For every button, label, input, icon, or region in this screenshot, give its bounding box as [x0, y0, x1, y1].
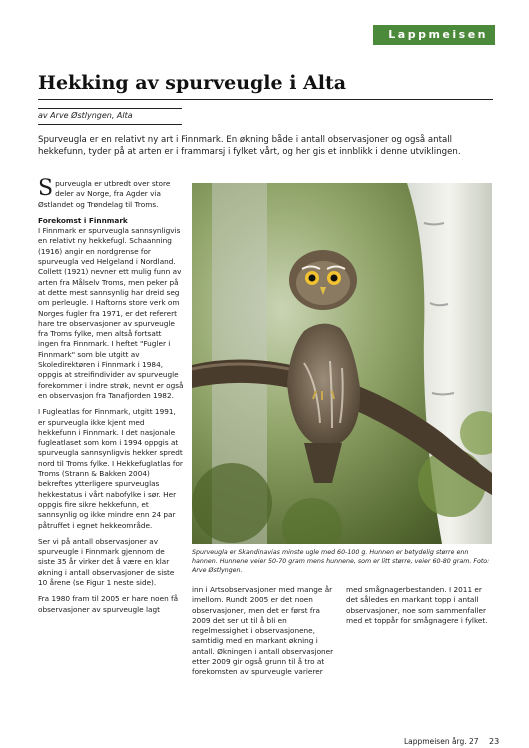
paragraph: inn i Artsobservasjoner med mange år imellom. Rundt 2005 er det noen observasjoner, men det er først fra 2009 det ser ut til å bli en regelmessighet i observasjonene, samtidig med en markant økning i antall. Økningen i antall observasjoner etter 2009 gir også grunn til å tro at forekomsten av spurveugle varierer	[192, 585, 334, 677]
intro-text: purveugla er utbredt over store deler av Norge, fra Agder via Østlandet og Trøndelag til Troms.	[38, 179, 171, 209]
owl-photo	[192, 183, 492, 544]
text-column-2	[192, 585, 338, 684]
article-lead: Spurveugla er en relativt ny art i Finnmark. En økning både i antall observasjoner og også antall hekkefunn, tyder på at arten er i frammarsj i fylket vårt, og her gis et innblikk i denne utviklingen.	[38, 135, 461, 157]
section-label: Lappmeisen	[388, 28, 488, 41]
byline-rule-bottom	[38, 124, 182, 125]
paragraph	[38, 216, 184, 401]
paragraph: Ser vi på antall observasjoner av spurveugle i Finnmark gjennom de siste 35 år virker det å være en klar økning i antall observasjoner de siste 10 årene (se Figur 1 neste side).	[38, 536, 175, 587]
page-footer	[404, 737, 499, 746]
photo-caption: Spurveugla er Skandinavias minste ugle med 60-100 g. Hunnen er betydelig større enn hannen. Hunnene veier 50-70 gram mens hunnene, som er litt større, veier 60-80 gram. Foto: Arve Østlyngen.	[192, 549, 490, 574]
issue-label: Lappmeisen årg. 27	[404, 737, 479, 746]
section-header-band	[373, 25, 495, 45]
text-column-3	[346, 585, 492, 632]
paragraph: I Fugleatlas for Finnmark, utgitt 1991, er spurveugla ikke kjent med hekkefunn i Finnmark. I det nasjonale fugleatlaset som kom i 1994 oppgis at spurveugla sannsynligvis hekker spredt nord til Troms fylke. I Hekkefuglatlas for Troms (Strann & Bakken 2004) bekreftes ytterligere spurveuglas hekkestatus i vårt nabofylke i sør. Her oppgis fire sikre hekkefunn, et sannsynlig og ikke mindre enn 24 par påtruffet i egnet hekkeområde.	[38, 407, 183, 530]
subheading: Forekomst i Finnmark	[38, 215, 128, 225]
article-title: Hekking av spurveugle i Alta	[38, 72, 347, 94]
owl-photo-illustration	[192, 183, 492, 544]
byline-rule-top	[38, 108, 182, 109]
paragraph: Fra 1980 fram til 2005 er hare noen få observasjoner av spurveugle lagt	[38, 594, 179, 614]
page-number: 23	[488, 737, 500, 746]
paragraph: med smågnagerbestanden. I 2011 er det således en markant topp i antall observasjoner, noe som sammenfaller med et toppår for smågnagere i fylket.	[346, 585, 488, 625]
text-column-1	[38, 176, 184, 621]
intro-paragraph	[38, 176, 184, 210]
title-rule	[38, 99, 493, 100]
paragraph-text: I Finnmark er spurveugla sannsynligvis en relativt ny hekkefugl. Schaanning (1916) angir en nordgrense for spurveugla ved Helgeland i Nordland. Collett (1921) nevner ett mulig funn av arten fra Målselv Troms, men peker på at dette mest sannsynlig har dreid seg om perleugle. I Haftorns store verk om Norges fugler fra 1971, er det referert hare tre observasjoner av spurveugle fra Troms fylke, men altså fortsatt ingen fra Finnmark. I heftet "Fugler i Finnmark" som ble utgitt av Skoledirektøren i Finnmark i 1984, oppgis at streifindivider av spurveugle forekommer i indre strøk, nevnt er også en observasjon fra Tanafjorden 1982.	[38, 226, 184, 400]
drop-cap: S	[38, 176, 54, 201]
article-byline: av Arve Østlyngen, Alta	[38, 111, 133, 120]
